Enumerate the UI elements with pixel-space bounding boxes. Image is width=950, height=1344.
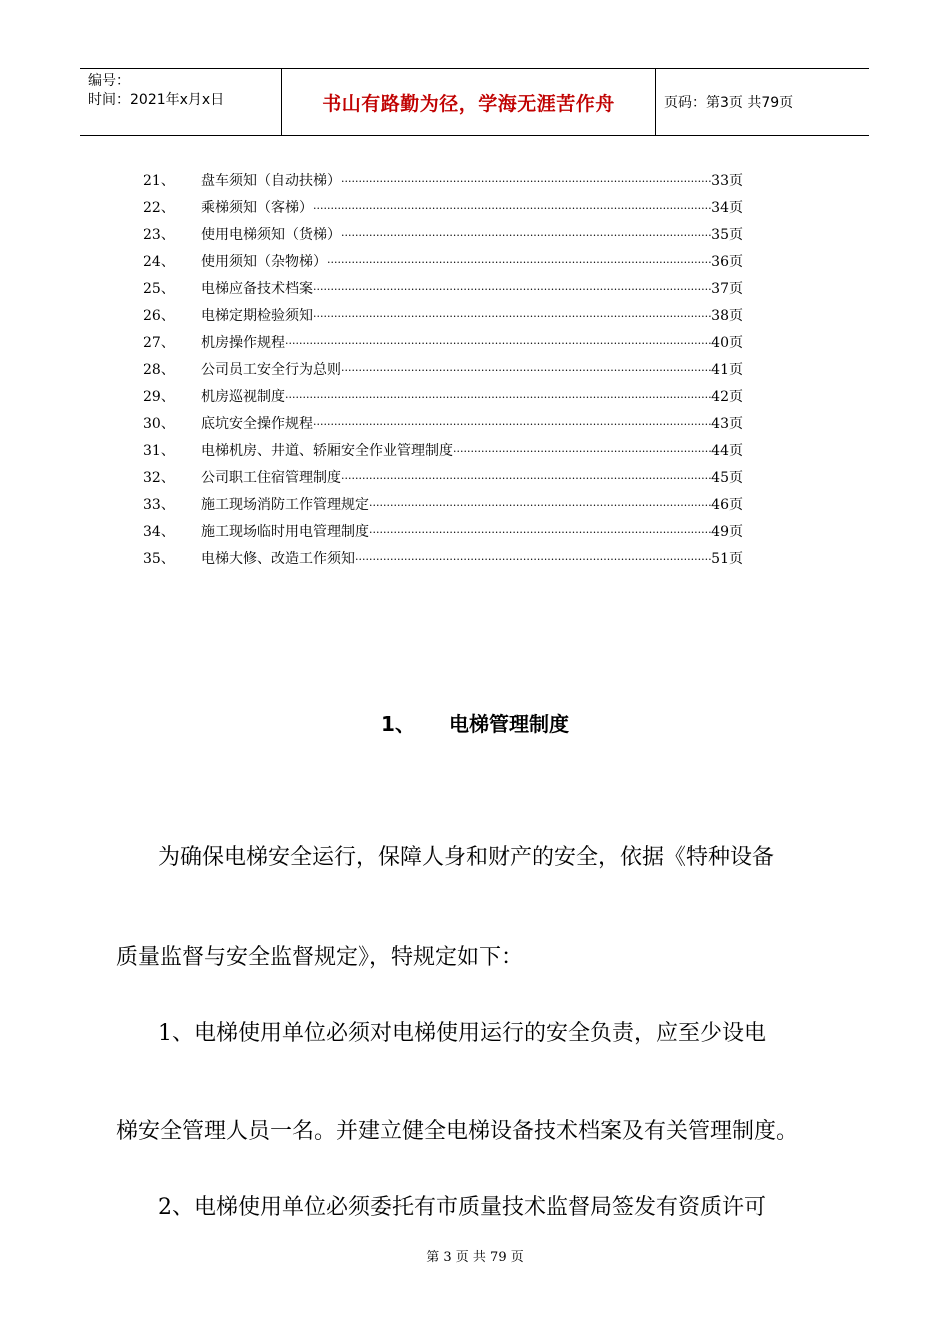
toc-entry [143,168,743,195]
toc-entry [143,303,743,330]
page-footer: 第 3 页 共 79 页 [426,1250,524,1265]
toc-entry-page: 34页 [711,200,743,216]
toc-entry-title: 乘梯须知（客梯） [201,200,313,216]
toc-entry-number: 30、 [143,416,175,432]
toc-entry-title: 使用须知（杂物梯） [201,254,327,270]
toc-entry [143,222,743,249]
toc-entry-number: 31、 [143,443,175,459]
toc-entry-title: 电梯定期检验须知 [201,308,313,324]
toc-entry-page: 49页 [711,524,743,540]
toc-entry-page: 43页 [711,416,743,432]
toc-leader-dots [285,384,711,411]
toc-leader-dots [369,519,711,546]
toc-leader-dots [341,357,711,384]
toc-entry [143,546,743,573]
toc-entry-title: 电梯机房、井道、轿厢安全作业管理制度 [201,443,453,459]
toc-entry [143,249,743,276]
toc-entry-body [201,195,743,222]
toc-leader-dots [313,195,711,222]
toc-entry-title: 使用电梯须知（货梯） [201,227,341,243]
toc-leader-dots [327,249,711,276]
toc-entry-title: 机房巡视制度 [201,389,285,405]
toc-leader-dots [313,411,711,438]
toc-entry-number: 32、 [143,470,175,486]
toc-entry-page: 44页 [711,443,743,459]
toc-entry-body [201,411,743,438]
toc-entry-page: 42页 [711,389,743,405]
toc-entry [143,519,743,546]
toc-entry-number: 23、 [143,227,175,243]
toc-entry [143,357,743,384]
toc-entry-page: 45页 [711,470,743,486]
toc-leader-dots [341,168,711,195]
toc-entry-page: 35页 [711,227,743,243]
body-line-1: 为确保电梯安全运行，保障人身和财产的安全，依据《特种设备 [158,845,775,870]
toc-entry-title: 公司员工安全行为总则 [201,362,341,378]
toc-entry-number: 27、 [143,335,175,351]
toc-entry-number: 25、 [143,281,175,297]
toc-leader-dots [285,330,711,357]
toc-entry-body [201,249,743,276]
toc-leader-dots [341,465,711,492]
toc-entry [143,384,743,411]
body-line-3: 1、电梯使用单位必须对电梯使用运行的安全负责，应至少设电 [158,1021,766,1046]
toc-leader-dots [369,492,711,519]
toc-entry [143,330,743,357]
toc-leader-dots [313,276,711,303]
toc-entry [143,195,743,222]
toc-entry-page: 51页 [711,551,743,567]
section-title [0,708,950,737]
toc-entry-page: 37页 [711,281,743,297]
toc-entry-body [201,492,743,519]
toc-entry [143,465,743,492]
toc-entry-title: 施工现场消防工作管理规定 [201,497,369,513]
toc-entry-page: 36页 [711,254,743,270]
toc-entry [143,438,743,465]
toc-entry-page: 41页 [711,362,743,378]
header-page-info: 页码：第3页 共79页 [664,95,794,111]
toc-entry-number: 29、 [143,389,175,405]
section-heading: 电梯管理制度 [448,712,569,736]
toc-leader-dots [453,438,711,465]
toc-entry-number: 26、 [143,308,175,324]
toc-entry-page: 33页 [711,173,743,189]
toc-entry [143,492,743,519]
toc-entry-body [201,168,743,195]
body-line-2: 质量监督与安全监督规定》，特规定如下： [116,945,524,970]
toc-entry [143,411,743,438]
body-line-4: 梯安全管理人员一名。并建立健全电梯设备技术档案及有关管理制度。 [116,1119,799,1144]
toc-leader-dots [355,546,711,573]
toc-entry [143,276,743,303]
toc-entry-body [201,222,743,249]
toc-entry-body [201,519,743,546]
toc-entry-body [201,357,743,384]
toc-entry-title: 电梯大修、改造工作须知 [201,551,355,567]
toc-entry-body [201,465,743,492]
toc-entry-body [201,384,743,411]
toc-entry-title: 公司职工住宿管理制度 [201,470,341,486]
toc-leader-dots [341,222,711,249]
toc-entry-body [201,276,743,303]
toc-entry-page: 38页 [711,308,743,324]
toc-leader-dots [313,303,711,330]
toc-entry-body [201,438,743,465]
page-header [80,68,869,136]
body-line-5: 2、电梯使用单位必须委托有市质量技术监督局签发有资质许可 [158,1195,766,1220]
toc-entry-body [201,546,743,573]
toc-entry-number: 22、 [143,200,175,216]
toc-entry-title: 盘车须知（自动扶梯） [201,173,341,189]
toc-entry-title: 底坑安全操作规程 [201,416,313,432]
section-number: 1、 [381,712,415,736]
toc-entry-number: 34、 [143,524,175,540]
toc-entry-title: 电梯应备技术档案 [201,281,313,297]
toc-entry-number: 21、 [143,173,175,189]
toc-entry-number: 33、 [143,497,175,513]
toc-entry-body [201,330,743,357]
time-label: 时间：2021年x月x日 [88,92,225,108]
toc-entry-page: 40页 [711,335,743,351]
table-of-contents [143,168,743,573]
header-meta [80,69,282,135]
toc-entry-body [201,303,743,330]
header-motto: 书山有路勤为径，学海无涯苦作舟 [282,69,656,135]
toc-entry-title: 施工现场临时用电管理制度 [201,524,369,540]
toc-entry-page: 46页 [711,497,743,513]
toc-entry-title: 机房操作规程 [201,335,285,351]
toc-entry-number: 28、 [143,362,175,378]
toc-entry-number: 24、 [143,254,175,270]
toc-entry-number: 35、 [143,551,175,567]
number-label: 编号： [88,73,130,89]
